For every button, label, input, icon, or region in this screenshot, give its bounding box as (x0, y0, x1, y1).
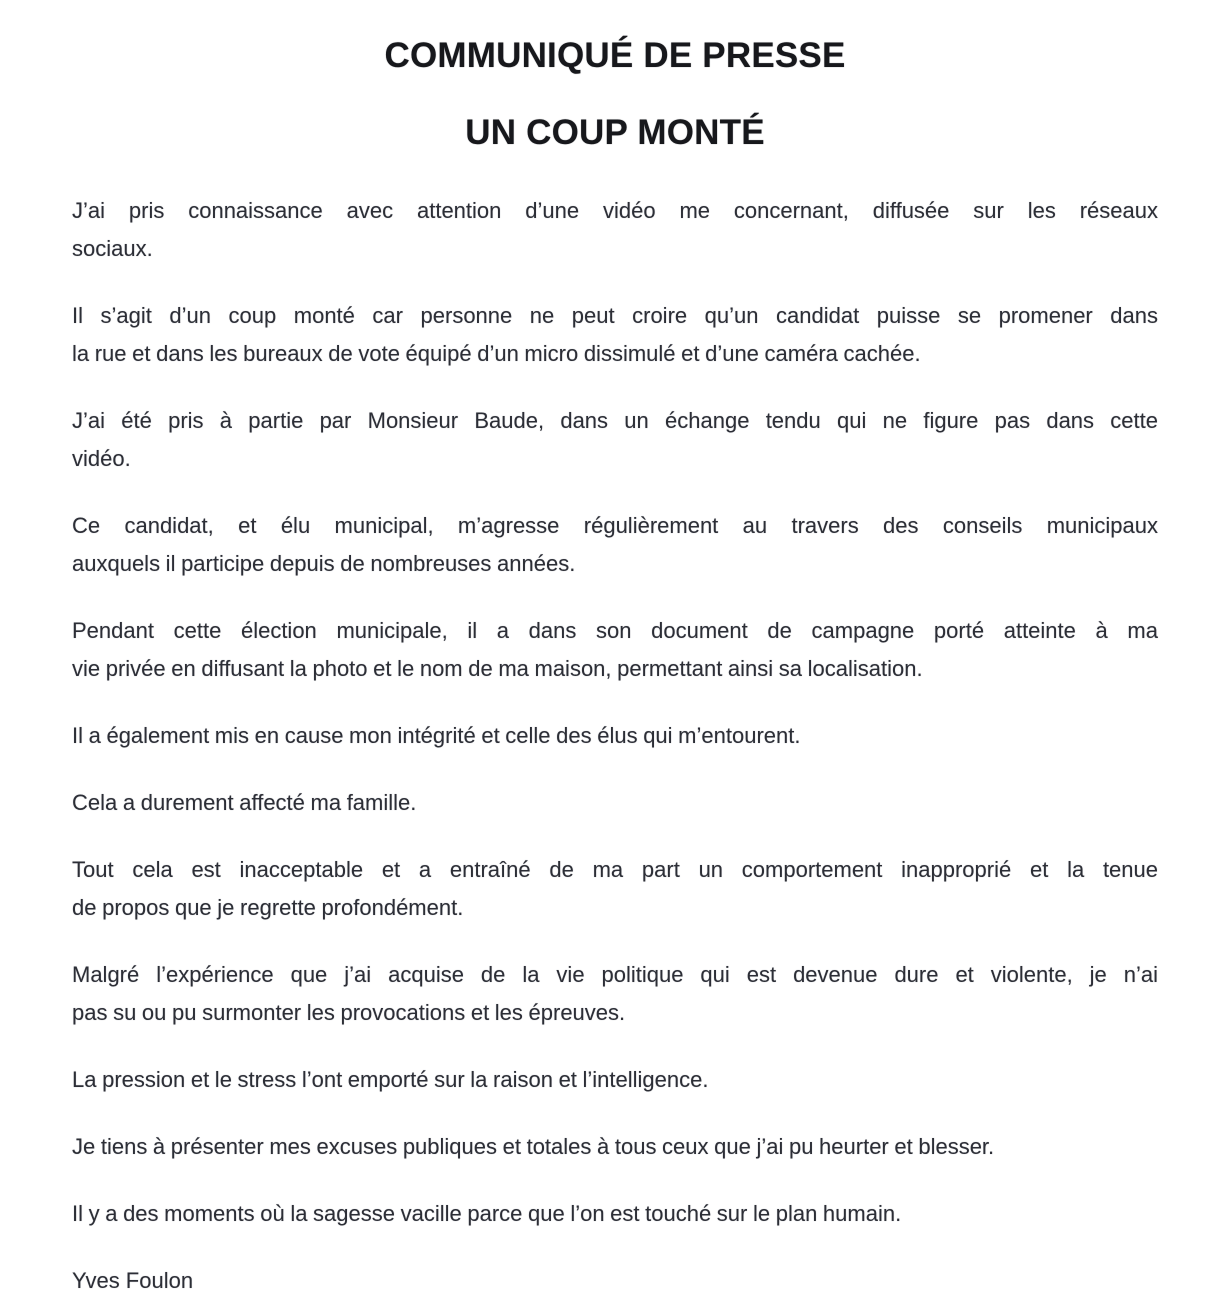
paragraph-line: Ce candidat, et élu municipal, m’agresse régulièrement au travers des conseils municipaux (72, 513, 1158, 538)
paragraph (72, 507, 1158, 583)
signature: Yves Foulon (72, 1268, 194, 1293)
paragraph-line: de propos que je regrette profondément. (72, 895, 464, 920)
paragraph-line: J’ai été pris à partie par Monsieur Baude, dans un échange tendu qui ne figure pas dans cette (72, 408, 1158, 433)
paragraph (72, 717, 1158, 755)
paragraph-line: Cela a durement affecté ma famille. (72, 790, 417, 815)
paragraph-line: Il s’agit d’un coup monté car personne ne peut croire qu’un candidat puisse se promener dans (72, 303, 1158, 328)
paragraph-line: Tout cela est inacceptable et a entraîné de ma part un comportement inapproprié et la tenue (72, 857, 1158, 882)
paragraph (72, 956, 1158, 1032)
paragraph (72, 402, 1158, 478)
paragraph-line: pas su ou pu surmonter les provocations et les épreuves. (72, 1000, 626, 1025)
paragraph (72, 784, 1158, 822)
paragraph-line: sociaux. (72, 236, 153, 261)
paragraph-line: auxquels il participe depuis de nombreuses années. (72, 551, 576, 576)
paragraph-line: Malgré l’expérience que j’ai acquise de la vie politique qui est devenue dure et violente, je n’ai (72, 962, 1158, 987)
paragraph (72, 192, 1158, 268)
paragraph-line: Je tiens à présenter mes excuses publiques et totales à tous ceux que j’ai pu heurter et blesser. (72, 1134, 995, 1159)
document-body (72, 192, 1158, 1233)
paragraph (72, 1128, 1158, 1166)
paragraph (72, 1195, 1158, 1233)
document-title: COMMUNIQUÉ DE PRESSE (384, 36, 846, 75)
paragraph-line: Pendant cette élection municipale, il a dans son document de campagne porté atteinte à ma (72, 618, 1158, 643)
document-subtitle: UN COUP MONTÉ (465, 113, 765, 152)
paragraph-line: Il y a des moments où la sagesse vacille parce que l’on est touché sur le plan humain. (72, 1201, 902, 1226)
paragraph (72, 297, 1158, 373)
paragraph-line: J’ai pris connaissance avec attention d’une vidéo me concernant, diffusée sur les réseaux (72, 198, 1158, 223)
paragraph (72, 851, 1158, 927)
paragraph-line: vie privée en diffusant la photo et le nom de ma maison, permettant ainsi sa localisation. (72, 656, 923, 681)
press-release-document (0, 34, 1230, 1311)
paragraph (72, 612, 1158, 688)
paragraph-line: la rue et dans les bureaux de vote équipé d’un micro dissimulé et d’une caméra cachée. (72, 341, 921, 366)
paragraph-line: La pression et le stress l’ont emporté sur la raison et l’intelligence. (72, 1067, 709, 1092)
paragraph-line: Il a également mis en cause mon intégrité et celle des élus qui m’entourent. (72, 723, 801, 748)
paragraph-line: vidéo. (72, 446, 131, 471)
paragraph (72, 1061, 1158, 1099)
